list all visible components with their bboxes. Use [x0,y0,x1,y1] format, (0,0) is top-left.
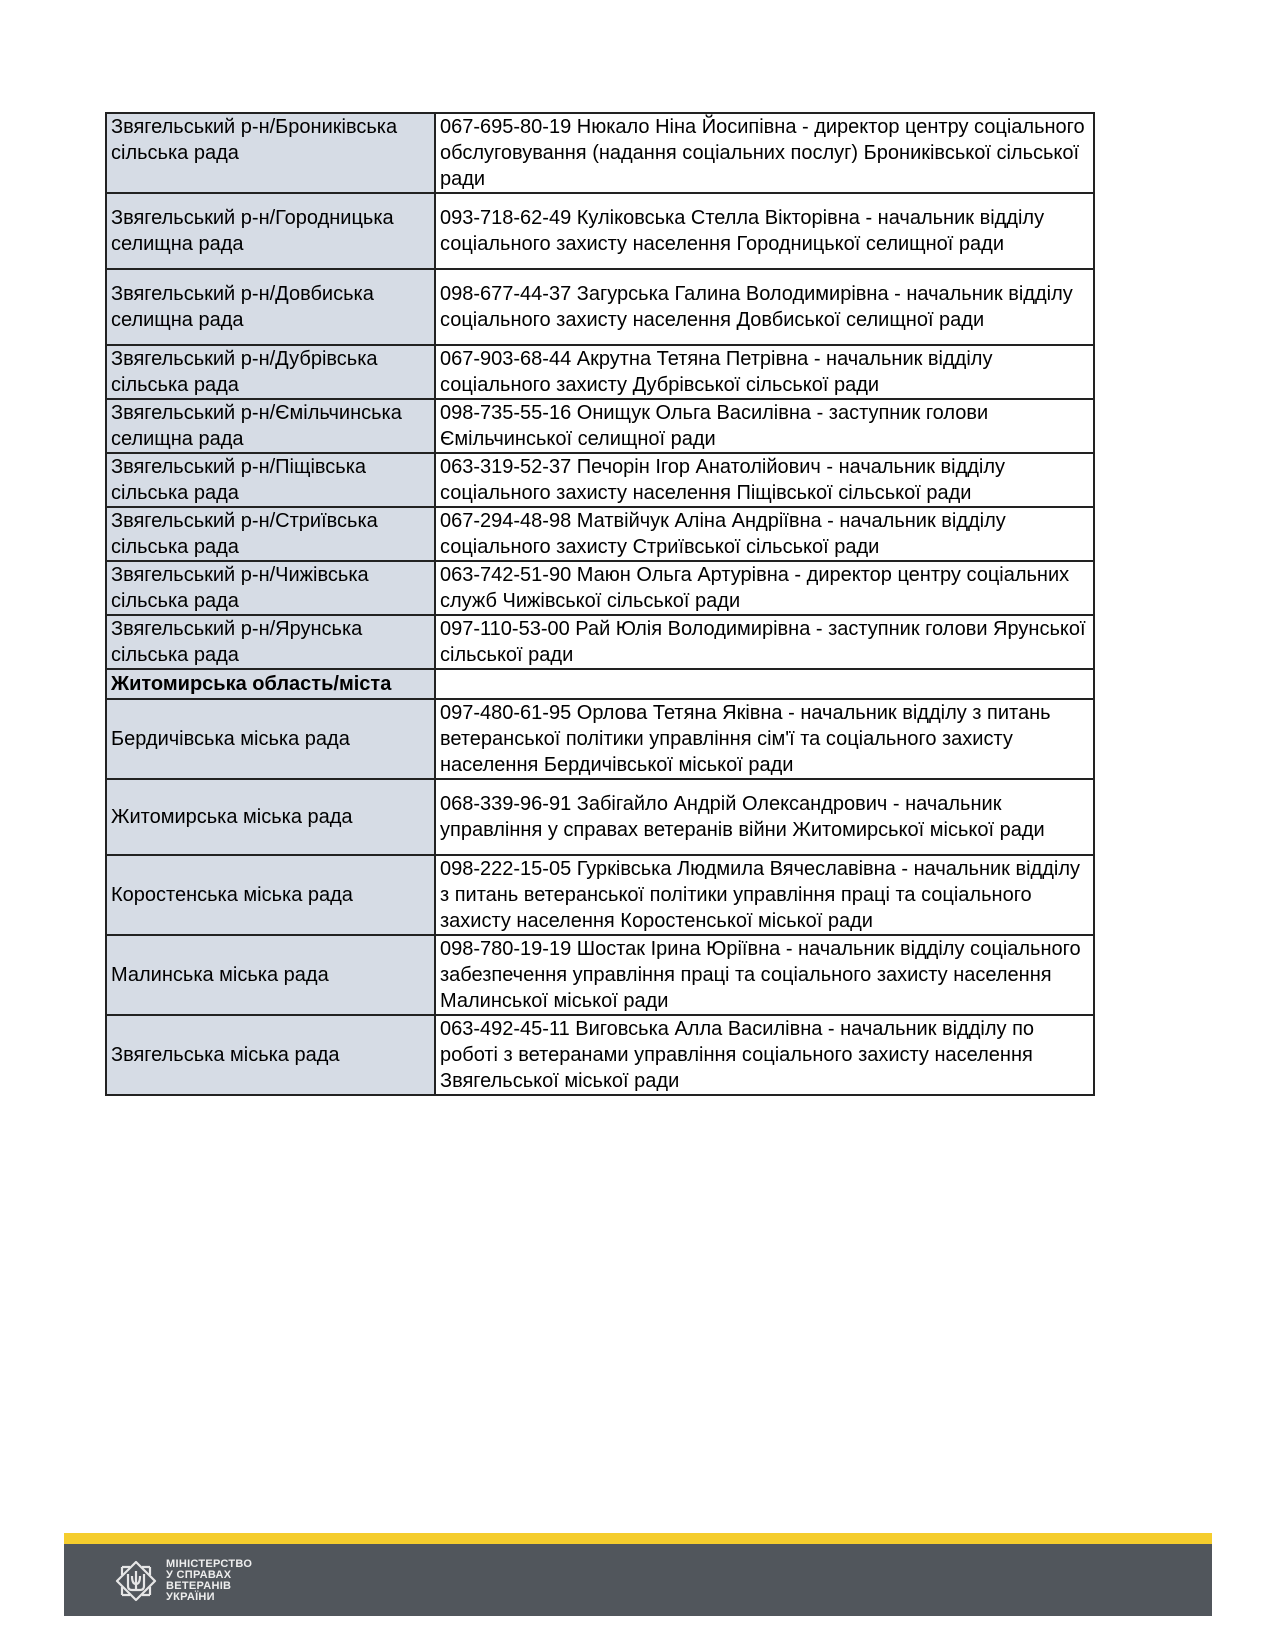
contact-cell: 063-742-51-90 Маюн Ольга Артурівна - директор центру соціальних служб Чижівської сільської ради [435,561,1094,615]
ministry-name [166,1559,252,1603]
footer-accent-stripe [64,1533,1212,1544]
table-row [106,855,1094,935]
table-row [106,507,1094,561]
contact-cell: 098-780-19-19 Шостак Ірина Юріївна - начальник відділу соціального забезпечення управління праці та соціального захисту населення Малинської міської ради [435,935,1094,1015]
contact-cell: 068-339-96-91 Забігайло Андрій Олександрович - начальник управління у справах ветеранів війни Житомирської міської ради [435,779,1094,855]
contact-cell: 098-222-15-05 Гурківська Людмила Вячеславівна - начальник відділу з питань ветеранської політики управління праці та соціального захисту населення Коростенської міської ради [435,855,1094,935]
area-cell: Малинська міська рада [106,935,435,1015]
area-cell: Житомирська міська рада [106,779,435,855]
table-row [106,615,1094,669]
table-row [106,399,1094,453]
contact-cell: 097-480-61-95 Орлова Тетяна Яківна - начальник відділу з питань ветеранської політики управління сім'ї та соціального захисту населення Бердичівської міської ради [435,699,1094,779]
area-cell: Звягельський р-н/Піщівська сільська рада [106,453,435,507]
empty-cell [435,669,1094,699]
section-heading: Житомирська область/міста [106,669,435,699]
table-row [106,561,1094,615]
area-cell: Звягельський р-н/Ємільчинська селищна рада [106,399,435,453]
table-row [106,113,1094,193]
area-cell: Звягельський р-н/Ярунська сільська рада [106,615,435,669]
contact-cell: 063-492-45-11 Виговська Алла Василівна - начальник відділу по роботі з ветеранами управління соціального захисту населення Звягельської міської ради [435,1015,1094,1095]
area-cell: Звягельський р-н/Дубрівська сільська рада [106,345,435,399]
contact-cell: 067-294-48-98 Матвійчук Аліна Андріївна - начальник відділу соціального захисту Стриївської сільської ради [435,507,1094,561]
area-cell: Бердичівська міська рада [106,699,435,779]
contact-cell: 098-735-55-16 Онищук Ольга Василівна - заступник голови Ємільчинської селищної ради [435,399,1094,453]
area-cell: Звягельський р-н/Довбиська селищна рада [106,269,435,345]
area-cell: Звягельський р-н/Стриївська сільська рада [106,507,435,561]
table-row [106,193,1094,269]
area-cell: Звягельський р-н/Брониківська сільська рада [106,113,435,193]
contact-cell: 067-695-80-19 Нюкало Ніна Йосипівна - директор центру соціального обслуговування (надання соціальних послуг) Брониківської сільської ради [435,113,1094,193]
ministry-logo [114,1559,252,1603]
table-row [106,779,1094,855]
contact-cell: 063-319-52-37 Печорін Ігор Анатолійович - начальник відділу соціального захисту населення Піщівської сільської ради [435,453,1094,507]
ministry-name-line: ВЕТЕРАНІВ [166,1580,232,1592]
area-cell: Звягельський р-н/Чижівська сільська рада [106,561,435,615]
contacts-table [105,112,1095,1096]
table-row [106,269,1094,345]
table-row [106,453,1094,507]
contact-cell: 067-903-68-44 Акрутна Тетяна Петрівна - начальник відділу соціального захисту Дубрівської сільської ради [435,345,1094,399]
area-cell: Звягельська міська рада [106,1015,435,1095]
trident-emblem-icon [114,1559,158,1603]
contact-cell: 093-718-62-49 Куліковська Стелла Вікторівна - начальник відділу соціального захисту населення Городницької селищної ради [435,193,1094,269]
footer-band [64,1533,1212,1616]
section-heading-row [106,669,1094,699]
table-row [106,1015,1094,1095]
contact-cell: 098-677-44-37 Загурська Галина Володимирівна - начальник відділу соціального захисту населення Довбиської селищної ради [435,269,1094,345]
area-cell: Звягельський р-н/Городницька селищна рада [106,193,435,269]
contact-cell: 097-110-53-00 Рай Юлія Володимирівна - заступник голови Ярунської сільської ради [435,615,1094,669]
area-cell: Коростенська міська рада [106,855,435,935]
table-row [106,345,1094,399]
table-row [106,935,1094,1015]
ministry-name-line: УКРАЇНИ [166,1591,215,1603]
table-row [106,699,1094,779]
ministry-name-line: У СПРАВАХ [166,1569,232,1581]
ministry-name-line: МІНІСТЕРСТВО [166,1558,253,1570]
